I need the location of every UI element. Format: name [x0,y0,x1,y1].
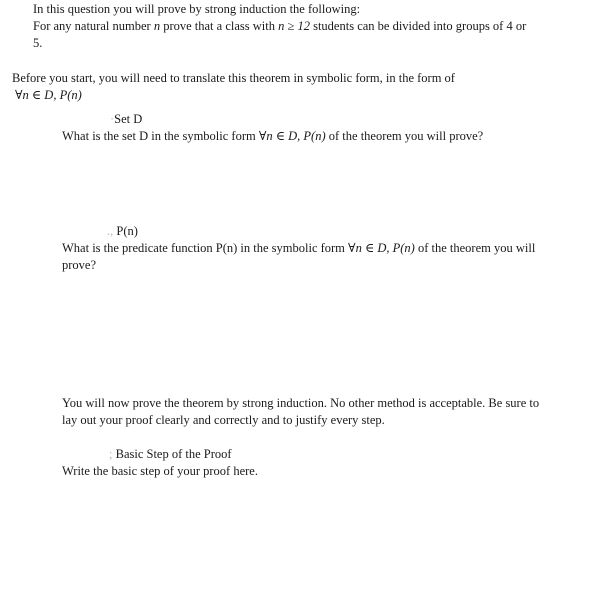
set-d-heading: ·Set D [110,112,143,126]
intro-line-1: In this question you will prove by strong induction the following: [33,2,361,16]
basic-step-prompt: Write the basic step of your proof here. [62,464,258,478]
predicate-prompt: What is the predicate function P(n) in the symbolic form ∀n ∈ D, P(n) of the theorem you will [62,241,536,255]
translate-text: Before you start, you will need to translate this theorem in symbolic form, in the form of [12,71,455,85]
heading-marker-icon: · [110,112,115,126]
intro-line-2: For any natural number n prove that a class with n ≥ 12 students can be divided into groups of 4 or [33,19,527,33]
predicate-heading: ., P(n) [107,224,138,238]
intro-block [33,1,593,52]
basic-step-question [62,446,592,480]
basic-step-heading: ; Basic Step of the Proof [109,447,232,461]
instructions-block [62,395,597,429]
set-d-prompt: What is the set D in the symbolic form ∀n ∈ D, P(n) of the theorem you will prove? [62,129,484,143]
set-d-question [62,111,592,145]
instructions-line-1: You will now prove the theorem by strong induction. No other method is acceptable. Be sure to [62,396,540,410]
predicate-question [62,223,592,274]
instructions-line-2: lay out your proof clearly and correctly and to justify every step. [62,413,385,427]
heading-marker-icon: ; [109,447,113,461]
translate-block [12,70,592,104]
intro-condition: n ≥ 12 [278,19,310,33]
intro-line-3: 5. [33,36,43,50]
translate-formula: ∀n ∈ D, P(n) [15,88,82,102]
heading-marker-icon: ., [107,224,114,238]
predicate-prompt-cont: prove? [62,258,97,272]
